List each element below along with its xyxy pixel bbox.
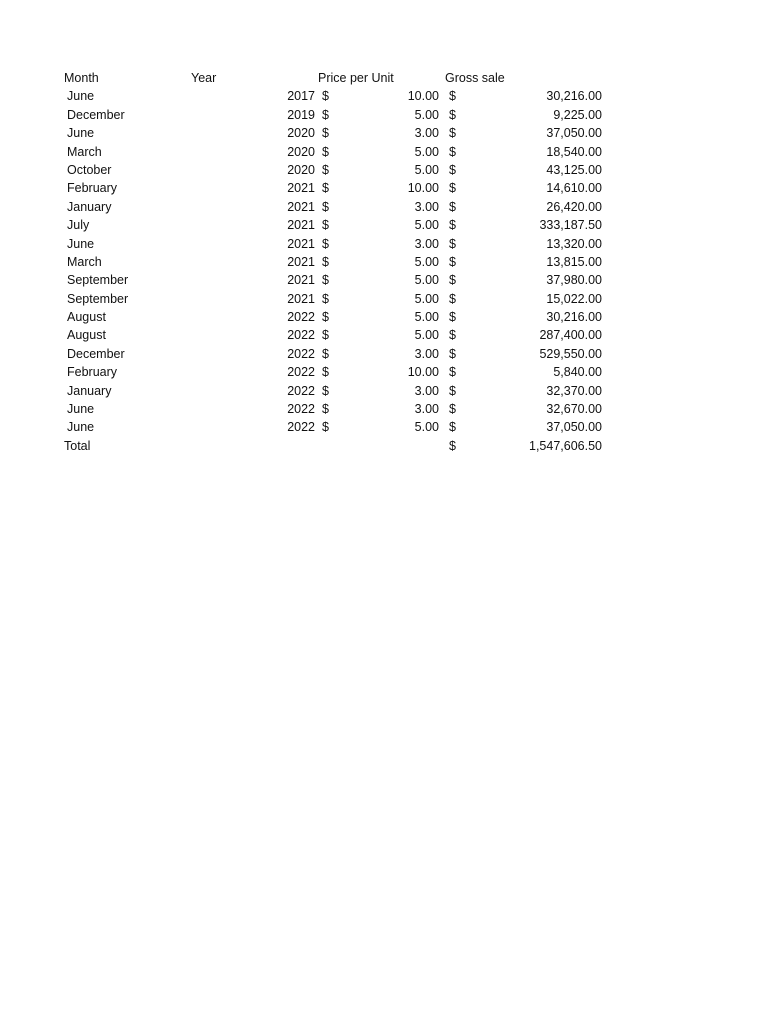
- month-cell: June: [67, 236, 95, 251]
- month-cell: August: [67, 310, 106, 325]
- price-per-unit-cell: 3.00: [414, 126, 439, 141]
- year-cell: 2021: [287, 273, 315, 288]
- table-row: [0, 161, 768, 179]
- price-currency-symbol: $: [322, 365, 329, 380]
- year-cell: 2017: [287, 89, 315, 104]
- table-row: [0, 235, 768, 253]
- price-per-unit-cell: 3.00: [414, 383, 439, 398]
- year-cell: 2020: [287, 126, 315, 141]
- table-row: [0, 106, 768, 124]
- month-cell: February: [67, 181, 118, 196]
- gross-sale-cell: 26,420.00: [546, 199, 602, 214]
- year-cell: 2021: [287, 291, 315, 306]
- price-per-unit-cell: 5.00: [414, 420, 439, 435]
- price-currency-symbol: $: [322, 346, 329, 361]
- gross-sale-cell: 13,815.00: [546, 254, 602, 269]
- year-cell: 2020: [287, 144, 315, 159]
- table-row: [0, 382, 768, 400]
- gross-sale-cell: 30,216.00: [546, 89, 602, 104]
- gross-sale-cell: 32,670.00: [546, 402, 602, 417]
- price-per-unit-cell: 10.00: [407, 181, 439, 196]
- year-cell: 2021: [287, 236, 315, 251]
- gross-currency-symbol: $: [449, 218, 456, 233]
- table-row: [0, 363, 768, 381]
- price-per-unit-cell: 5.00: [414, 107, 439, 122]
- price-currency-symbol: $: [322, 236, 329, 251]
- price-per-unit-cell: 5.00: [414, 144, 439, 159]
- year-cell: 2022: [287, 402, 315, 417]
- month-cell: September: [67, 291, 129, 306]
- month-cell: June: [67, 402, 95, 417]
- gross-currency-symbol: $: [449, 365, 456, 380]
- gross-sale-cell: 37,980.00: [546, 273, 602, 288]
- year-cell: 2022: [287, 420, 315, 435]
- month-cell: March: [67, 144, 102, 159]
- month-cell: June: [67, 89, 95, 104]
- table-row: [0, 198, 768, 216]
- year-cell: 2021: [287, 218, 315, 233]
- gross-sale-cell: 13,320.00: [546, 236, 602, 251]
- price-currency-symbol: $: [322, 310, 329, 325]
- price-currency-symbol: $: [322, 254, 329, 269]
- total-currency-symbol: $: [449, 438, 456, 453]
- gross-sale-cell: 333,187.50: [539, 218, 602, 233]
- table-row: [0, 179, 768, 197]
- table-row: [0, 87, 768, 105]
- price-per-unit-cell: 10.00: [407, 89, 439, 104]
- table-row: [0, 326, 768, 344]
- year-cell: 2020: [287, 162, 315, 177]
- gross-currency-symbol: $: [449, 236, 456, 251]
- gross-currency-symbol: $: [449, 181, 456, 196]
- gross-currency-symbol: $: [449, 420, 456, 435]
- price-per-unit-cell: 5.00: [414, 291, 439, 306]
- price-currency-symbol: $: [322, 181, 329, 196]
- table-row: [0, 400, 768, 418]
- month-cell: January: [67, 383, 112, 398]
- price-per-unit-cell: 3.00: [414, 402, 439, 417]
- price-per-unit-cell: 3.00: [414, 236, 439, 251]
- year-cell: 2022: [287, 328, 315, 343]
- header-price-per-unit: Price per Unit: [318, 71, 394, 85]
- year-cell: 2022: [287, 346, 315, 361]
- gross-sale-cell: 18,540.00: [546, 144, 602, 159]
- total-row: [0, 437, 768, 455]
- price-currency-symbol: $: [322, 328, 329, 343]
- gross-sale-cell: 9,225.00: [553, 107, 602, 122]
- sales-table: [0, 69, 768, 455]
- gross-currency-symbol: $: [449, 126, 456, 141]
- year-cell: 2022: [287, 310, 315, 325]
- gross-sale-cell: 37,050.00: [546, 420, 602, 435]
- gross-sale-cell: 14,610.00: [546, 181, 602, 196]
- price-per-unit-cell: 5.00: [414, 254, 439, 269]
- price-currency-symbol: $: [322, 144, 329, 159]
- month-cell: December: [67, 107, 125, 122]
- table-body: [0, 87, 768, 436]
- gross-sale-cell: 37,050.00: [546, 126, 602, 141]
- price-currency-symbol: $: [322, 291, 329, 306]
- price-currency-symbol: $: [322, 89, 329, 104]
- price-currency-symbol: $: [322, 273, 329, 288]
- price-per-unit-cell: 10.00: [407, 365, 439, 380]
- table-row: [0, 216, 768, 234]
- table-row: [0, 345, 768, 363]
- year-cell: 2019: [287, 107, 315, 122]
- total-label: Total: [64, 438, 91, 453]
- price-per-unit-cell: 5.00: [414, 273, 439, 288]
- gross-currency-symbol: $: [449, 291, 456, 306]
- price-currency-symbol: $: [322, 107, 329, 122]
- price-per-unit-cell: 5.00: [414, 162, 439, 177]
- gross-sale-cell: 43,125.00: [546, 162, 602, 177]
- year-cell: 2021: [287, 199, 315, 214]
- table-row: [0, 290, 768, 308]
- month-cell: June: [67, 420, 95, 435]
- table-row: [0, 308, 768, 326]
- month-cell: July: [67, 218, 90, 233]
- month-cell: March: [67, 254, 102, 269]
- header-month: Month: [64, 71, 99, 85]
- year-cell: 2021: [287, 254, 315, 269]
- gross-currency-symbol: $: [449, 199, 456, 214]
- month-cell: September: [67, 273, 129, 288]
- table-header-row: [0, 69, 768, 87]
- table-row: [0, 124, 768, 142]
- gross-sale-cell: 529,550.00: [539, 346, 602, 361]
- gross-sale-cell: 32,370.00: [546, 383, 602, 398]
- gross-currency-symbol: $: [449, 162, 456, 177]
- gross-sale-cell: 15,022.00: [546, 291, 602, 306]
- header-gross-sale: Gross sale: [445, 71, 505, 85]
- table-row: [0, 271, 768, 289]
- price-currency-symbol: $: [322, 162, 329, 177]
- price-currency-symbol: $: [322, 126, 329, 141]
- price-currency-symbol: $: [322, 420, 329, 435]
- month-cell: January: [67, 199, 112, 214]
- month-cell: February: [67, 365, 118, 380]
- year-cell: 2022: [287, 365, 315, 380]
- month-cell: August: [67, 328, 106, 343]
- price-per-unit-cell: 5.00: [414, 310, 439, 325]
- gross-currency-symbol: $: [449, 402, 456, 417]
- price-currency-symbol: $: [322, 402, 329, 417]
- table-row: [0, 418, 768, 436]
- gross-sale-cell: 287,400.00: [539, 328, 602, 343]
- gross-sale-cell: 30,216.00: [546, 310, 602, 325]
- gross-currency-symbol: $: [449, 346, 456, 361]
- year-cell: 2021: [287, 181, 315, 196]
- gross-currency-symbol: $: [449, 89, 456, 104]
- month-cell: October: [67, 162, 112, 177]
- total-gross-sale: 1,547,606.50: [529, 438, 602, 453]
- price-currency-symbol: $: [322, 383, 329, 398]
- month-cell: December: [67, 346, 125, 361]
- price-currency-symbol: $: [322, 218, 329, 233]
- table-row: [0, 143, 768, 161]
- price-per-unit-cell: 5.00: [414, 328, 439, 343]
- gross-currency-symbol: $: [449, 328, 456, 343]
- header-year: Year: [191, 71, 217, 85]
- price-per-unit-cell: 3.00: [414, 199, 439, 214]
- gross-sale-cell: 5,840.00: [553, 365, 602, 380]
- price-per-unit-cell: 3.00: [414, 346, 439, 361]
- table-row: [0, 253, 768, 271]
- gross-currency-symbol: $: [449, 254, 456, 269]
- gross-currency-symbol: $: [449, 107, 456, 122]
- month-cell: June: [67, 126, 95, 141]
- price-currency-symbol: $: [322, 199, 329, 214]
- gross-currency-symbol: $: [449, 310, 456, 325]
- gross-currency-symbol: $: [449, 144, 456, 159]
- gross-currency-symbol: $: [449, 383, 456, 398]
- year-cell: 2022: [287, 383, 315, 398]
- price-per-unit-cell: 5.00: [414, 218, 439, 233]
- gross-currency-symbol: $: [449, 273, 456, 288]
